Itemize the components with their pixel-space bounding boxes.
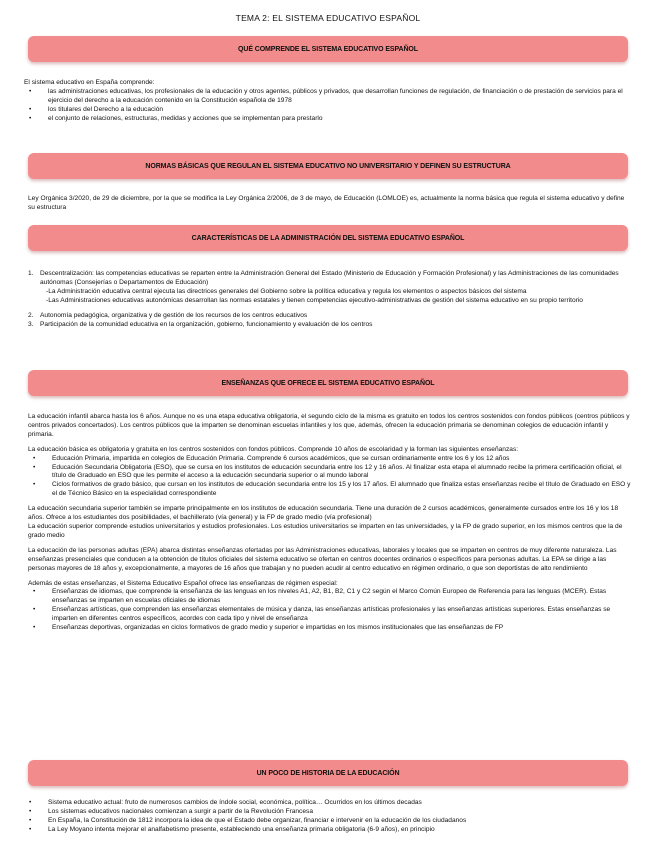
caracteristica-sub-central: -La Administración educativa central ejecuta las directrices generales del Gobierno sobre la política educativa y regula los elementos o aspectos básicos del sistema [46, 287, 527, 295]
list-item [26, 312, 634, 321]
normas-block [28, 195, 632, 213]
especial-intro: Además de estas enseñanzas, el Sistema Educativo Español ofrece las enseñanzas de régimen especial: [28, 579, 338, 587]
list-item: • Educación Primaria, impartida en colegios de Educación Primaria. Comprende 6 cursos académicos, que se cursan ordinariamente entre los 6 y los 12 años [28, 455, 634, 464]
basica-intro: La educación básica es obligatoria y gratuita en los centros sostenidos con fondos públicos. Comprende 10 años de escolaridad y la forman las siguientes enseñanzas: [28, 445, 519, 453]
que-comprende-block [24, 79, 636, 124]
secundaria-text: La educación secundaria superior también se imparte principalmente en los institutos de educación secundaria. Tiene una duración de 2 cursos académicos, generalmente cursados entre los 16 y los 18 años. Ofrece a los estudiantes dos posibilidades, el bachillerato (vía general) y la FP de grado medio (vía profesional) [28, 505, 619, 522]
list-number: 3. [28, 320, 34, 328]
list-item: • Sistema educativo actual: fruto de numerosos cambios de índole social, económica, política… Ocurridos en los últimos decadas [24, 799, 636, 808]
caracteristica-descentralizacion: Descentralización: las competencias educativas se reparten entre la Administración General del Estado (Ministerio de Educación y Formación Profesional) y las Administraciones de las comunidades autónomas (Consejerías o Departamentos de Educación) [40, 270, 619, 286]
list-item: • los titulares del Derecho a la educación [24, 106, 636, 115]
list-number: 1. [28, 270, 34, 277]
list-item: • las administraciones educativas, los profesionales de la educación y otros agentes, públicos y privados, que desarrollan funciones de regulación, de financiación o de prestación de servicios para el ejercicio del derecho a la educación contenido en la Constitución española de 1978 [24, 88, 636, 106]
list-number: 2. [28, 311, 34, 319]
heading-ensenanzas: ENSEÑANZAS QUE OFRECE EL SISTEMA EDUCATIVO ESPAÑOL [28, 370, 628, 396]
list-item: • Los sistemas educativos nacionales comienzan a surgir a partir de la Revolución Francesa [24, 808, 636, 817]
basica-list [28, 455, 634, 500]
heading-que-comprende: QUÉ COMPRENDE EL SISTEMA EDUCATIVO ESPAÑOL [28, 36, 628, 62]
caracteristicas-list-cont [26, 312, 634, 330]
heading-historia: UN POCO DE HISTORIA DE LA EDUCACIÓN [28, 760, 628, 786]
caracteristicas-block [26, 270, 634, 329]
caracteristica-autonomia: Autonomía pedagógica, organizativa y de gestión de los recursos de los centros educativos [40, 311, 308, 319]
heading-normas: NORMAS BÁSICAS QUE REGULAN EL SISTEMA EDUCATIVO NO UNIVERSITARIO Y DEFINEN SU ESTRUCTURA [28, 153, 628, 179]
caracteristica-sub-autonomica: -Las Administraciones educativas autonómicas desarrollan las normas estatales y tienen competencias ejecutivo-administrativas de gestión del sistema educativo en su propio territorio [46, 296, 583, 304]
historia-block [24, 799, 636, 835]
especial-list [28, 588, 634, 633]
list-item [26, 321, 634, 330]
list-item: • Enseñanzas de idiomas, que comprende la enseñanza de las lenguas en los niveles A1, A2, B1, B2, C1 y C2 según el Marco Común Europeo de Referencia para las lenguas (MCER). Estas enseñanzas se imparten en escuelas oficiales de idiomas [28, 588, 634, 606]
historia-list [24, 799, 636, 835]
list-item [26, 270, 634, 288]
list-item: • Enseñanzas artísticas, que comprenden las enseñanzas elementales de música y danza, las enseñanzas artísticas profesionales y las enseñanzas artísticas superiores. Estas enseñanzas se imparten en diferentes centros específicos, acordes con cada tipo y nivel de enseñanza [28, 606, 634, 624]
document-title: TEMA 2: EL SISTEMA EDUCATIVO ESPAÑOL [235, 13, 421, 23]
list-item: • Ciclos formativos de grado básico, que cursan en los institutos de educación secundaria entre los 15 y los 17 años. El alumnado que finaliza estas enseñanzas recibe el título de Graduado en ESO y el de Técnico Básico en la especialidad correspondiente [28, 481, 634, 499]
adultos-text: La educación de las personas adultas (EPA) abarca distintas enseñanzas ofertadas por las Administraciones educativas, laborales y locales que se imparten en centros de muy diferente naturaleza. Las enseñanzas presenciales que conducen a la obtención de títulos oficiales del sistema educativo se ofertan en centros docentes ordinarios o específicos para personas adultas. La EPA se dirige a las personas mayores de 18 años y, excepcionalmente, a mayores de 16 años que trabajan y no pueden acudir al centro educativo en régimen ordinario, o que son deportistas de alto rendimiento [28, 546, 617, 572]
caracteristica-participacion: Participación de la comunidad educativa en la organización, gobierno, funcionamiento y evaluación de los centros [40, 320, 373, 328]
ensenanzas-block [28, 413, 634, 633]
infantil-text: La educación infantil abarca hasta los 6 años. Aunque no es una etapa educativa obligatoria, el segundo ciclo de la misma es gratuito en todos los centros sostenidos con fondos públicos (centros públicos y centros privados concertados). Los centros públicos que la imparten se denominan escuelas infantiles y los que, además, ofrecen la educación primaria se denominan colegios de educación infantil y primaria. [28, 413, 630, 438]
que-comprende-intro: El sistema educativo en España comprende: [24, 79, 155, 86]
list-item: • Enseñanzas deportivas, organizadas en ciclos formativos de grado medio y superior e impartidas en los mismos institucionales que las enseñanzas de FP [28, 624, 634, 633]
list-item: • Educación Secundaria Obligatoria (ESO), que se cursa en los institutos de educación secundaria entre los 12 y 16 años. Al finalizar esta etapa el alumnado recibe la primera certificación oficial, el título de Graduado en ESO que les permite el acceso a la educación secundaria superior o al mundo laboral [28, 464, 634, 482]
caracteristicas-list [26, 270, 634, 288]
normas-text: Ley Orgánica 3/2020, de 29 de diciembre, por la que se modifica la Ley Orgánica 2/2006, de 3 de mayo, de Educación (LOMLOE) es, actualmente la norma básica que regula el sistema educativo y define su estructura [28, 195, 625, 211]
que-comprende-list [24, 88, 636, 124]
list-item: • En España, la Constitución de 1812 incorpora la idea de que el Estado debe organizar, financiar e intervenir en la educación de los ciudadanos [24, 817, 636, 826]
list-item: • el conjunto de relaciones, estructuras, medidas y acciones que se implementan para prestarlo [24, 115, 636, 124]
heading-caracteristicas: CARACTERÍSTICAS DE LA ADMINISTRACIÓN DEL SISTEMA EDUCATIVO ESPAÑOL [28, 225, 628, 251]
superior-text: La educación superior comprende estudios universitarios y estudios profesionales. Los estudios universitarios se imparten en las universidades, y la FP de grado superior, en los mismos centros que la de grado medio [28, 522, 623, 539]
list-item: • La Ley Moyano intenta mejorar el analfabetismo presente, estableciendo una enseñanza primaria obligatoria (6-9 años), en principio [24, 826, 636, 835]
